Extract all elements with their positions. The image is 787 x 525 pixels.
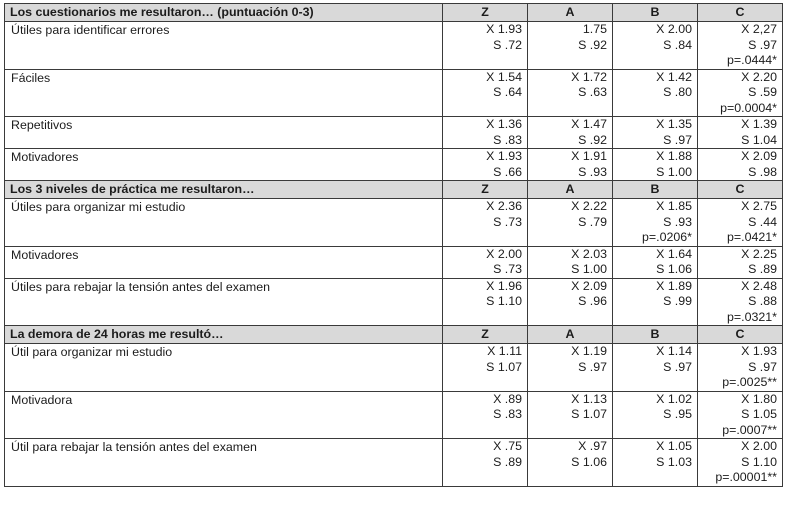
stat-cell-z [443,391,528,439]
row-label: Útil para organizar mi estudio [5,344,443,392]
sd-value: S .97 [748,359,777,374]
mean-value: X 2.36 [486,199,522,213]
mean-value: X 1.47 [571,117,607,131]
table-row [5,69,783,117]
sd-value: S 1.06 [656,262,692,276]
section-header-row [5,181,783,199]
group-header-a: A [528,4,613,22]
table-row [5,149,783,181]
mean-value: X 2.09 [741,149,777,163]
group-header-c: C [698,181,783,199]
sd-value: S .83 [493,407,522,421]
stat-cell-c [698,199,783,247]
mean-value: X 1.80 [741,391,777,406]
sd-value: S 1.00 [571,262,607,276]
stat-cell-a [528,199,613,247]
stat-cell-z [443,246,528,278]
mean-value: X 2.00 [486,246,522,261]
group-header-c: C [698,326,783,344]
stat-cell-a [528,22,613,70]
mean-value: X 1.14 [656,344,692,358]
stat-cell-b [613,149,698,181]
group-header-b: B [613,326,698,344]
sd-value: S 1.00 [656,164,692,179]
sd-value: S .97 [663,132,692,147]
sd-value: S 1.07 [571,407,607,421]
p-value: p=.0206* [642,230,692,244]
sd-value: S .92 [578,37,607,52]
mean-value: X 1.93 [486,149,522,163]
mean-value: X 1.93 [486,22,522,36]
mean-value: X 1.89 [656,278,692,293]
sd-value: S .97 [748,37,777,52]
stat-cell-c [698,69,783,117]
sd-value: S .95 [663,407,692,421]
mean-value: X 1.39 [741,117,777,131]
stat-cell-z [443,22,528,70]
group-header-z: Z [443,181,528,199]
mean-value: X 2.00 [741,439,777,453]
stat-cell-a [528,149,613,181]
table-row [5,246,783,278]
sd-value: S .96 [578,294,607,308]
section-title: La demora de 24 horas me resultó… [5,326,443,344]
stat-cell-c [698,22,783,70]
section-title: Los cuestionarios me resultaron… (puntuación 0-3) [5,4,443,22]
stat-cell-b [613,278,698,326]
sd-value: S .88 [748,294,777,308]
stat-cell-z [443,117,528,149]
stat-cell-c [698,439,783,487]
mean-value: X 1.05 [656,439,692,453]
table-row [5,439,783,487]
sd-value: S 1.04 [741,132,777,147]
row-label: Motivadores [5,246,443,278]
stat-cell-a [528,344,613,392]
sd-value: S .97 [578,359,607,374]
sd-value: S .89 [748,262,777,276]
sd-value: S .73 [493,214,522,229]
stat-cell-a [528,391,613,439]
stat-cell-z [443,278,528,326]
sd-value: S 1.10 [741,454,777,469]
table-row [5,199,783,247]
mean-value: X 2.75 [741,199,777,213]
mean-value: X 1.02 [656,391,692,406]
mean-value: X 1.11 [487,344,522,358]
stat-cell-b [613,199,698,247]
stat-cell-b [613,439,698,487]
sd-value: S .44 [748,214,777,229]
stat-cell-z [443,439,528,487]
mean-value: X 1.64 [656,246,692,261]
sd-value: S 1.06 [571,454,607,469]
row-label: Útiles para rebajar la tensión antes del examen [5,278,443,326]
mean-value: X 2.48 [741,278,777,293]
table-row [5,22,783,70]
mean-value: X 2.00 [656,22,692,36]
group-header-a: A [528,181,613,199]
sd-value: S .72 [493,37,522,52]
mean-value: X .75 [493,439,522,453]
p-value: p=0.0004* [720,100,777,115]
mean-value: X 2.22 [571,199,607,213]
sd-value: S .83 [493,132,522,147]
stat-cell-c [698,344,783,392]
table-row [5,278,783,326]
stat-cell-c [698,278,783,326]
mean-value: X 1.54 [486,69,522,84]
table-row [5,391,783,439]
row-label: Motivadores [5,149,443,181]
group-header-b: B [613,181,698,199]
p-value: p=.0025** [722,375,777,389]
mean-value: X 1.35 [656,117,692,131]
stat-cell-c [698,246,783,278]
sd-value: S .97 [663,359,692,374]
table-row [5,117,783,149]
sd-value: S .98 [748,164,777,179]
section-title: Los 3 niveles de práctica me resultaron… [5,181,443,199]
group-header-c: C [698,4,783,22]
mean-value: X 1.96 [486,278,522,293]
table-row [5,344,783,392]
sd-value: S .66 [493,164,522,179]
stat-cell-c [698,391,783,439]
section-header-row [5,326,783,344]
row-label: Fáciles [5,69,443,117]
stat-cell-b [613,391,698,439]
results-table-wrapper [4,3,783,487]
sd-value: S 1.03 [656,454,692,469]
group-header-z: Z [443,4,528,22]
mean-value: 1.75 [582,22,607,36]
sd-value: S 1.07 [486,359,522,374]
results-table [4,3,783,487]
mean-value: X 1.72 [571,69,607,84]
stat-cell-z [443,344,528,392]
sd-value: S .63 [578,85,607,99]
stat-cell-c [698,149,783,181]
p-value: p=.0321* [727,309,777,324]
p-value: p=.0421* [727,230,777,244]
mean-value: X 1.91 [571,149,607,163]
stat-cell-b [613,69,698,117]
mean-value: X 2.03 [571,246,607,261]
sd-value: S .59 [748,85,777,99]
sd-value: S .64 [493,85,522,99]
sd-value: S .93 [663,214,692,229]
sd-value: S .80 [663,85,692,99]
mean-value: X 1.88 [656,149,692,163]
sd-value: S .89 [493,454,522,469]
group-header-b: B [613,4,698,22]
mean-value: X 1.36 [486,117,522,131]
group-header-a: A [528,326,613,344]
stat-cell-a [528,117,613,149]
p-value: p=.0007** [722,422,777,437]
group-header-z: Z [443,326,528,344]
sd-value: S .93 [578,164,607,179]
stat-cell-a [528,69,613,117]
mean-value: X 1.85 [656,199,692,213]
mean-value: X 2,27 [741,22,777,36]
stat-cell-b [613,22,698,70]
mean-value: X .89 [493,391,522,406]
sd-value: S 1.10 [486,294,522,308]
sd-value: S .99 [663,294,692,308]
stat-cell-z [443,149,528,181]
stat-cell-a [528,439,613,487]
stat-cell-z [443,69,528,117]
row-label: Útiles para identificar errores [5,22,443,70]
mean-value: X 2.20 [741,69,777,84]
p-value: p=.0444* [727,53,777,67]
stat-cell-a [528,278,613,326]
stat-cell-b [613,246,698,278]
row-label: Útiles para organizar mi estudio [5,199,443,247]
sd-value: S .92 [578,132,607,147]
mean-value: X 2.09 [571,278,607,293]
mean-value: X 1.19 [571,344,607,358]
row-label: Útil para rebajar la tensión antes del examen [5,439,443,487]
stat-cell-b [613,117,698,149]
section-header-row [5,4,783,22]
row-label: Repetitivos [5,117,443,149]
mean-value: X 2.25 [741,246,777,261]
sd-value: S .73 [493,262,522,276]
sd-value: S .84 [663,37,692,52]
mean-value: X 1.93 [741,344,777,358]
p-value: p=.00001** [715,470,777,484]
mean-value: X 1.13 [571,391,607,406]
results-table-body [5,4,783,487]
mean-value: X 1.42 [656,69,692,84]
stat-cell-z [443,199,528,247]
sd-value: S 1.05 [741,407,777,421]
mean-value: X .97 [578,439,607,453]
sd-value: S .79 [578,214,607,229]
stat-cell-c [698,117,783,149]
stat-cell-b [613,344,698,392]
row-label: Motivadora [5,391,443,439]
stat-cell-a [528,246,613,278]
